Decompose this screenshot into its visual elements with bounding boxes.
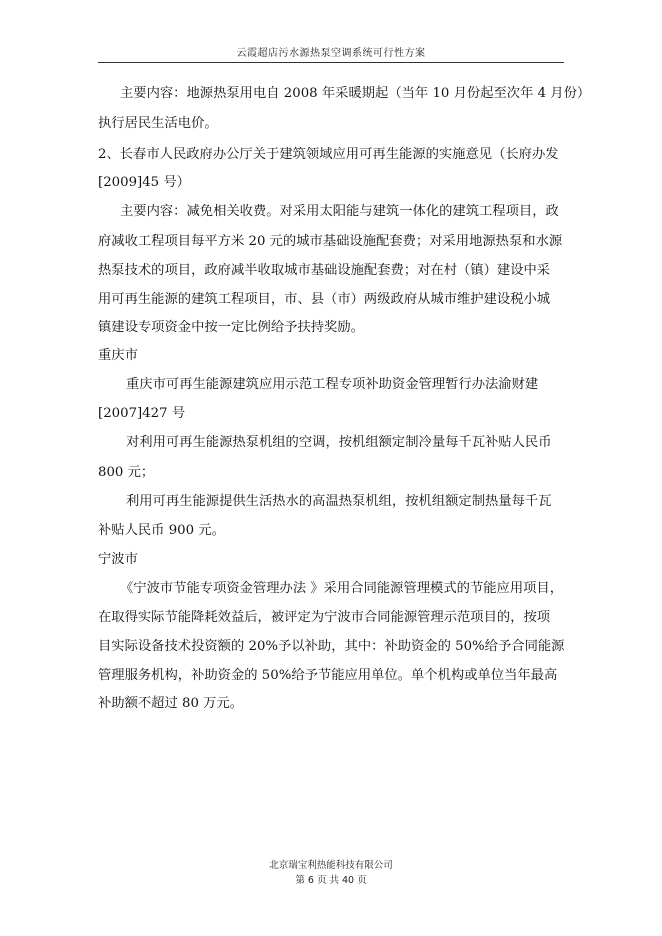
running-header-title: 云霞超店污水源热泵空调系统可行性方案 xyxy=(236,48,426,59)
body-line: 热泵技术的项目，政府减半收取城市基础设施配套费；对在村（镇）建设中采 xyxy=(98,263,551,278)
footer-company: 北京瑞宝利热能科技有限公司 xyxy=(269,860,393,871)
section-heading-chongqing: 重庆市 xyxy=(98,348,138,363)
body-line: 利用可再生能源提供生活热水的高温热泵机组，按机组额定制热量每千瓦 xyxy=(126,494,552,509)
body-line: [2007]427 号 xyxy=(98,406,186,421)
body-line: 补贴人民币 900 元。 xyxy=(98,523,225,538)
body-line: 补助额不超过 80 万元。 xyxy=(98,696,244,711)
footer-page-number: 第 6 页 共 40 页 xyxy=(295,875,367,886)
body-line: 执行居民生活电价。 xyxy=(98,116,218,131)
body-line: 在取得实际节能降耗效益后，被评定为宁波市合同能源管理示范项目的，按项 xyxy=(98,610,551,625)
body-line: 用可再生能源的建筑工程项目，市、县（市）两级政府从城市维护建设税小城 xyxy=(98,292,551,307)
header-divider xyxy=(98,62,564,63)
body-line: [2009]45 号） xyxy=(98,175,190,190)
body-line: 主要内容：减免相关收费。对采用太阳能与建筑一体化的建筑工程项目，政 xyxy=(120,204,559,219)
body-line: 对利用可再生能源热泵机组的空调，按机组额定制冷量每千瓦补贴人民币 xyxy=(126,435,552,450)
body-line: 《宁波市节能专项资金管理办法 》采用合同能源管理模式的节能应用项目， xyxy=(120,581,564,596)
body-line: 管理服务机构，补助资金的 50%给予节能应用单位。单个机构或单位当年最高 xyxy=(98,668,558,683)
body-line: 主要内容：地源热泵用电自 2008 年采暖期起（当年 10 月份起至次年 4 月份） xyxy=(120,86,591,101)
body-line: 800 元； xyxy=(98,465,155,480)
body-line: 目实际设备技术投资额的 20%予以补助，其中：补助资金的 50%给予合同能源 xyxy=(98,639,565,654)
body-line: 镇建设专项资金中按一定比例给予扶持奖励。 xyxy=(98,320,364,335)
section-heading-ningbo: 宁波市 xyxy=(98,552,138,567)
body-line: 府减收工程项目每平方米 20 元的城市基础设施配套费；对采用地源热泵和水源 xyxy=(98,234,563,249)
body-line: 2、长春市人民政府办公厅关于建筑领域应用可再生能源的实施意见（长府办发 xyxy=(98,147,559,162)
body-line: 重庆市可再生能源建筑应用示范工程专项补助资金管理暂行办法渝财建 xyxy=(126,377,539,392)
